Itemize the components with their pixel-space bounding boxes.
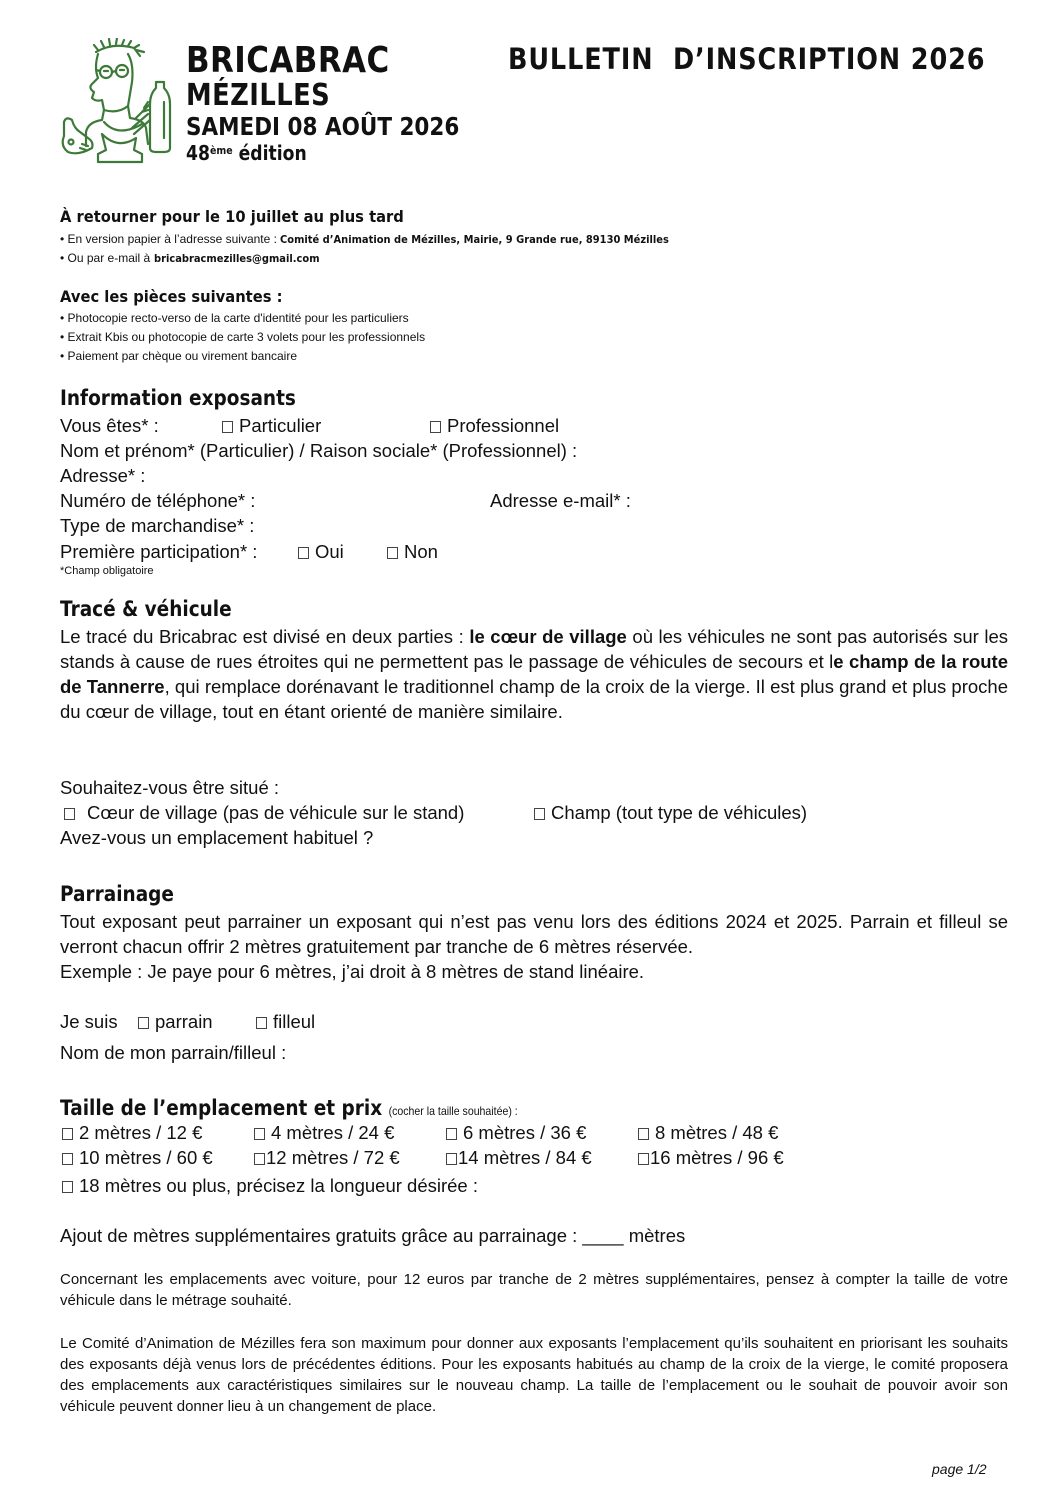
event-header	[186, 42, 504, 165]
name-field-label: Nom et prénom* (Particulier) / Raison sociale* (Professionnel) :	[60, 440, 578, 461]
route-field-highlight: e champ de la route de Tannerre	[60, 651, 1008, 697]
sponsor-name-label: Nom de mon parrain/filleul :	[60, 1042, 287, 1063]
size-option-8m[interactable]	[638, 1122, 778, 1144]
event-edition	[186, 141, 459, 165]
checkbox-icon[interactable]	[254, 1153, 265, 1165]
village-label: Cœur de village (pas de véhicule sur le stand)	[87, 802, 465, 823]
checkbox-icon[interactable]	[430, 421, 441, 433]
email-prefix: • Ou par e-mail à	[60, 251, 154, 265]
professionnel-option[interactable]	[430, 413, 559, 438]
oui-label: Oui	[315, 541, 344, 562]
parrain-option[interactable]	[138, 1009, 213, 1034]
event-name: BRICABRAC	[186, 40, 390, 81]
checkbox-icon[interactable]	[446, 1153, 457, 1165]
checkbox-icon[interactable]	[387, 547, 398, 559]
size-option-label: 2 mètres / 12 €	[79, 1122, 203, 1143]
route-text: , qui remplace dorénavant le traditionnel champ de la croix de la vierge. Il est plus grand et plus proche du cœur de village, tout en étant orienté de manière similaire.	[60, 676, 1008, 722]
size-option-label: 18 mètres ou plus, précisez la longueur désirée :	[79, 1175, 478, 1196]
contact-email-link[interactable]: bricabracmezilles@gmail.com	[153, 252, 320, 265]
size-option-custom[interactable]	[62, 1173, 478, 1198]
size-option-14m[interactable]	[446, 1147, 592, 1169]
size-option-label: 4 mètres / 24 €	[271, 1122, 395, 1143]
checkbox-icon[interactable]	[222, 421, 233, 433]
checkbox-icon[interactable]	[62, 1181, 73, 1193]
route-village-highlight: le cœur de village	[469, 626, 627, 647]
non-label: Non	[404, 541, 438, 562]
car-note: Concernant les emplacements avec voiture, pour 12 euros par tranche de 2 mètres supplémentaires, pensez à compter la taille de votre véhicule dans le métrage souhaité.	[60, 1271, 1008, 1309]
size-option-label: 12 mètres / 72 €	[266, 1147, 400, 1168]
event-date: SAMEDI 08 AOÛT 2026	[186, 112, 460, 141]
exhibitor-info-heading: Information exposants	[60, 386, 296, 410]
document-item: • Extrait Kbis ou photocopie de carte 3 volets pour les professionnels	[60, 330, 426, 344]
edition-word: édition	[238, 141, 307, 165]
email-instruction	[60, 249, 712, 268]
filleul-option[interactable]	[256, 1009, 315, 1034]
size-option-label: 10 mètres / 60 €	[79, 1147, 213, 1168]
event-town: MÉZILLES	[186, 78, 331, 113]
extra-meters-field[interactable]: Ajout de mètres supplémentaires gratuits grâce au parrainage : ____ mètres	[60, 1225, 686, 1246]
professionnel-label: Professionnel	[447, 415, 560, 436]
size-colon: :	[511, 1104, 518, 1118]
phone-field-label: Numéro de téléphone* :	[60, 490, 256, 511]
size-option-12m[interactable]	[254, 1147, 400, 1169]
checkbox-icon[interactable]	[64, 808, 75, 820]
checkbox-icon[interactable]	[638, 1153, 649, 1165]
location-question: Souhaitez-vous être situé :	[60, 777, 280, 798]
size-option-label: 6 mètres / 36 €	[463, 1122, 587, 1143]
parrain-label: parrain	[155, 1011, 213, 1032]
size-heading	[60, 1096, 518, 1120]
size-option-label: 16 mètres / 96 €	[650, 1147, 784, 1168]
village-option[interactable]	[64, 800, 464, 825]
required-field-note: *Champ obligatoire	[60, 565, 154, 577]
size-option-6m[interactable]	[446, 1122, 586, 1144]
route-heading: Tracé & véhicule	[60, 597, 232, 621]
sponsorship-description: Tout exposant peut parrainer un exposant qui n’est pas venu lors des éditions 2024 et 2025. Parrain et filleul se verront chacun offrir 2 mètres gratuitement par tranche de 6 mètres réservée.	[60, 911, 1008, 957]
checkbox-icon[interactable]	[138, 1017, 149, 1029]
postal-address: Comité d’Animation de Mézilles, Mairie, 9 Grande rue, 89130 Mézilles	[280, 233, 670, 246]
route-text: Le tracé du Bricabrac est divisé en deux parties :	[60, 626, 470, 647]
you-are-row	[60, 413, 159, 438]
size-option-label: 14 mètres / 84 €	[458, 1147, 592, 1168]
size-option-16m[interactable]	[638, 1147, 784, 1169]
habitual-location-question: Avez-vous un emplacement habituel ?	[60, 827, 374, 848]
champ-label: Champ (tout type de véhicules)	[551, 802, 808, 823]
checkbox-icon[interactable]	[254, 1128, 265, 1140]
return-instructions	[60, 230, 712, 268]
checkbox-icon[interactable]	[298, 547, 309, 559]
size-option-label: 8 mètres / 48 €	[655, 1122, 779, 1143]
documents-heading: Avec les pièces suivantes :	[60, 287, 283, 306]
i-am-label: Je suis	[60, 1011, 118, 1032]
page-number: page 1/2	[932, 1461, 987, 1477]
sponsorship-heading: Parrainage	[60, 882, 174, 906]
checkbox-icon[interactable]	[256, 1017, 267, 1029]
you-are-label: Vous êtes* :	[60, 415, 159, 436]
checkbox-icon[interactable]	[638, 1128, 649, 1140]
document-item: • Photocopie recto-verso de la carte d'identité pour les particuliers	[60, 311, 409, 325]
particulier-option[interactable]	[222, 413, 321, 438]
document-item: • Paiement par chèque ou virement bancaire	[60, 349, 298, 363]
documents-list	[60, 309, 425, 366]
paper-prefix: • En version papier à l’adresse suivante :	[60, 232, 281, 246]
sponsorship-example: Exemple : Je paye pour 6 mètres, j’ai droit à 8 mètres de stand linéaire.	[60, 961, 645, 982]
checkbox-icon[interactable]	[62, 1128, 73, 1140]
route-description	[60, 624, 1008, 724]
edition-number: 48	[186, 141, 210, 165]
checkbox-icon[interactable]	[62, 1153, 73, 1165]
size-hint: (cocher la taille souhaitée)	[388, 1104, 512, 1118]
committee-note: Le Comité d’Animation de Mézilles fera son maximum pour donner aux exposants l’emplacement qu’ils souhaitent en priorisant les souhaits des exposants déjà venus lors de précédentes éditions. Pour les exposants habitués au champ de la croix de la vierge, le comité proposera des emplacements aux caractéristiques similaires sur le nouveau champ. La taille de l’emplacement ou le souhait de pouvoir avoir son véhicule peuvent donner lieu à un changement de place.	[60, 1335, 1008, 1415]
route-text: où les véhicules ne sont pas autorisés sur les stands à cause de rues étroites qui ne permettent pas le passage de véhicules de secours et l	[60, 626, 1008, 672]
email-field-label: Adresse e-mail* :	[490, 490, 631, 511]
size-option-4m[interactable]	[254, 1122, 394, 1144]
document-title: BULLETIN D’INSCRIPTION 2026	[508, 42, 986, 76]
bricabrac-logo-illustration	[58, 38, 183, 166]
champ-option[interactable]	[534, 800, 807, 825]
paper-instruction	[60, 230, 712, 249]
checkbox-icon[interactable]	[446, 1128, 457, 1140]
edition-suffix: ème	[209, 144, 233, 157]
oui-option[interactable]	[298, 539, 344, 564]
filleul-label: filleul	[273, 1011, 316, 1032]
non-option[interactable]	[387, 539, 438, 564]
size-option-2m[interactable]	[62, 1122, 202, 1144]
size-title: Taille de l’emplacement et prix	[60, 1096, 383, 1120]
checkbox-icon[interactable]	[534, 808, 545, 820]
goods-type-label: Type de marchandise* :	[60, 515, 255, 536]
size-option-10m[interactable]	[62, 1147, 213, 1169]
first-participation-label: Première participation* :	[60, 541, 258, 562]
address-field-label: Adresse* :	[60, 465, 146, 486]
return-deadline-heading: À retourner pour le 10 juillet au plus tard	[60, 207, 404, 226]
particulier-label: Particulier	[239, 415, 322, 436]
